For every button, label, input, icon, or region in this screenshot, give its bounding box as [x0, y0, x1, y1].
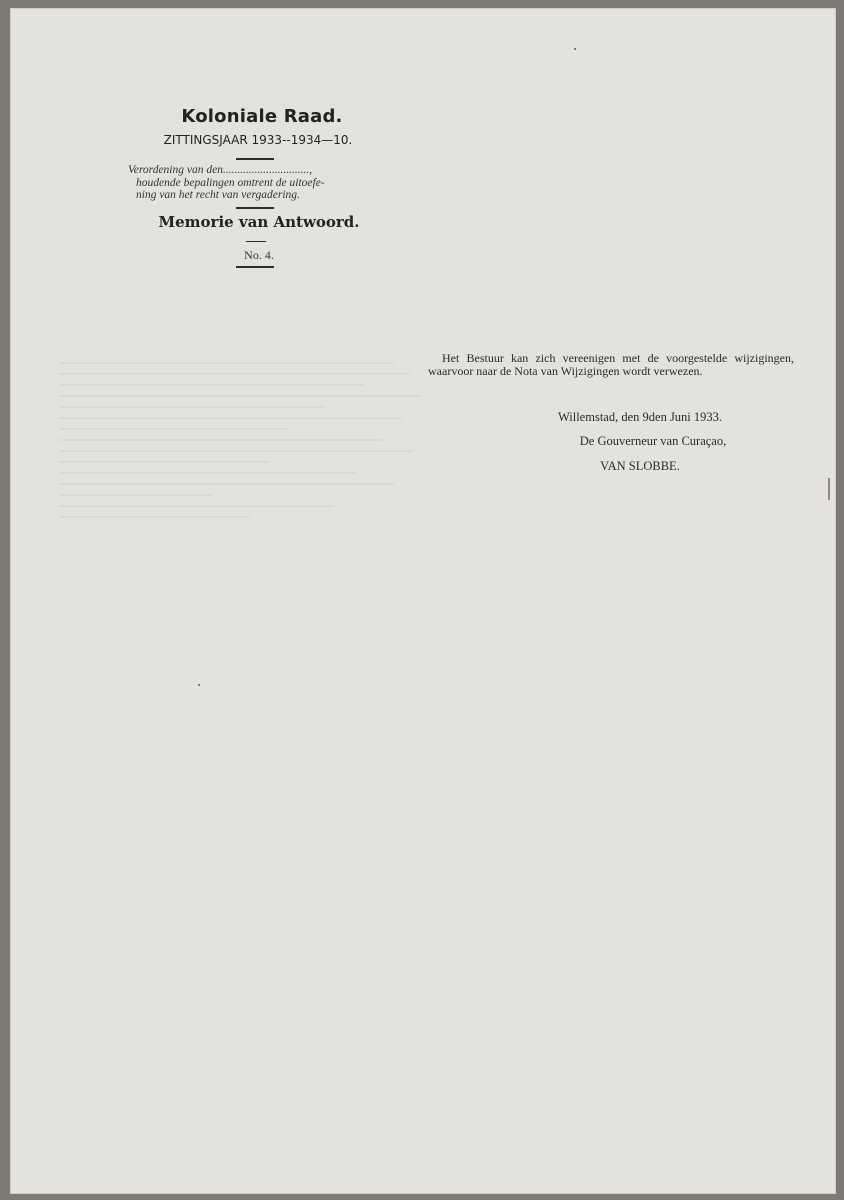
- signatory-title: De Gouverneur van Curaçao,: [579, 434, 727, 448]
- signatory-name: VAN SLOBBE.: [600, 459, 680, 473]
- paper-speck: [574, 48, 576, 50]
- council-title: Koloniale Raad.: [181, 106, 343, 127]
- divider: [236, 158, 274, 160]
- document-header: [10, 8, 836, 288]
- document-page: [10, 8, 836, 1194]
- document-title: Memorie van Antwoord.: [158, 213, 360, 231]
- subject-line: houdende bepalingen omtrent de uitoefe-: [136, 176, 325, 189]
- bleed-through-lines: [60, 353, 440, 673]
- subject-line: Verordening van den..............................,: [128, 164, 313, 176]
- paper-edge-mark: [828, 478, 830, 500]
- answer-body: [428, 352, 794, 377]
- ordinance-subject: [128, 164, 390, 202]
- paper-speck: [198, 684, 200, 686]
- document-number: No. 4.: [244, 248, 274, 262]
- divider: [246, 241, 266, 242]
- session-year: ZITTINGSJAAR 1933--1934—10.: [163, 133, 353, 147]
- place-and-date: Willemstad, den 9den Juni 1933.: [557, 410, 723, 424]
- divider: [236, 266, 274, 268]
- divider: [236, 207, 274, 209]
- answer-paragraph: Het Bestuur kan zich vereenigen met de voorgestelde wijzigingen, waarvoor naar de Nota van Wijzigingen wordt verwezen.: [428, 351, 794, 378]
- subject-line: ning van het recht van vergadering.: [136, 189, 300, 201]
